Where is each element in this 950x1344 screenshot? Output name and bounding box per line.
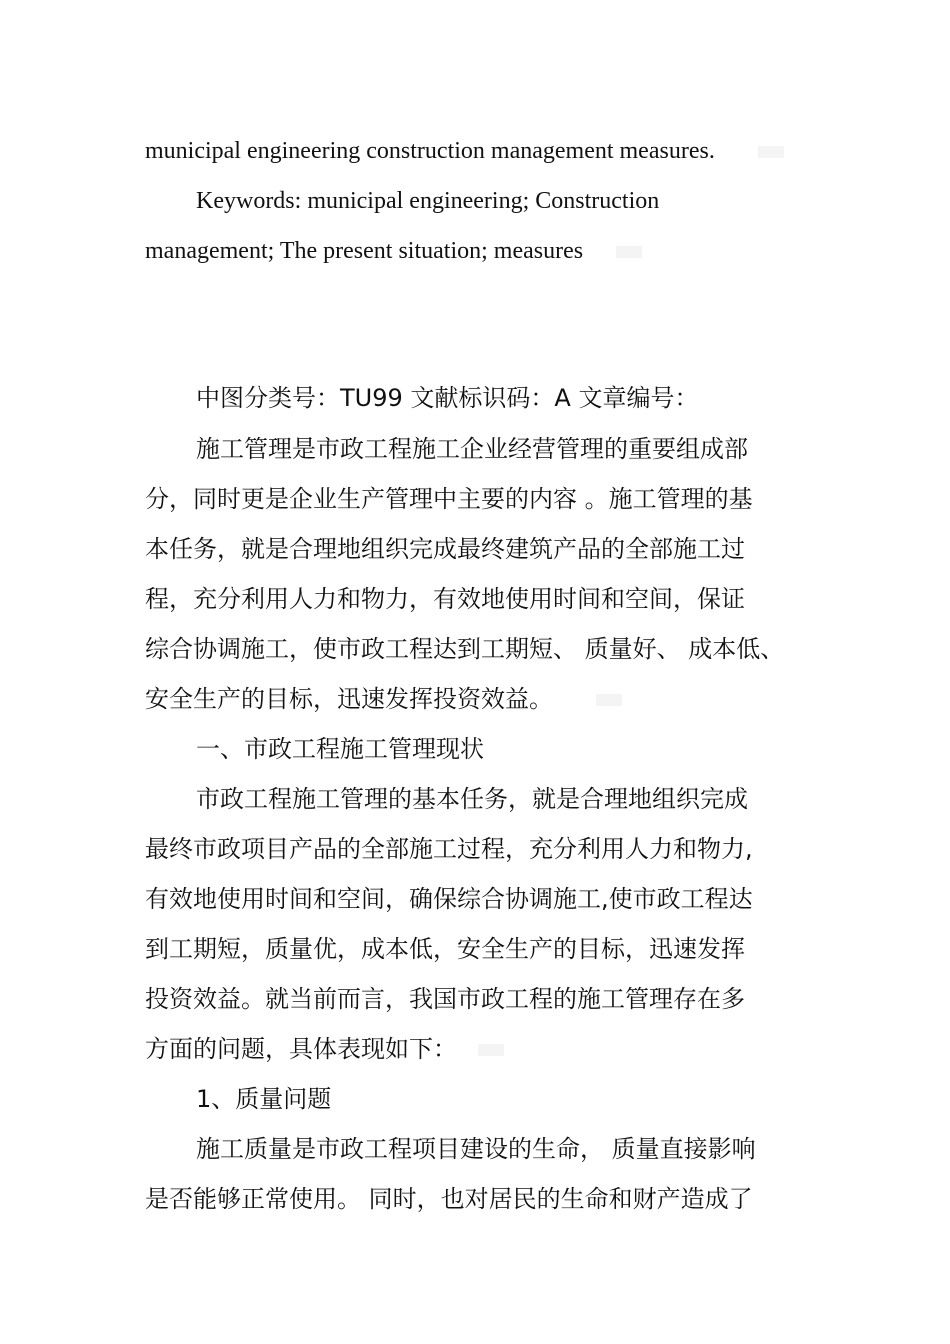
paragraph-line: 最终市政项目产品的全部施工过程，充分利用人力和物力, bbox=[145, 835, 753, 863]
paragraph-line: 分，同时更是企业生产管理中主要的内容 。施工管理的基 bbox=[145, 485, 753, 513]
abstract-line: municipal engineering construction management measures. bbox=[145, 138, 715, 164]
paragraph-line: 方面的问题，具体表现如下： bbox=[145, 1035, 457, 1063]
faint-mark bbox=[478, 1044, 504, 1056]
classification-line: 中图分类号：TU99 文献标识码：A 文章编号： bbox=[196, 384, 699, 412]
paragraph-line: 投资效益。就当前而言，我国市政工程的施工管理存在多 bbox=[145, 985, 745, 1013]
paragraph-line: 市政工程施工管理的基本任务，就是合理地组织完成 bbox=[196, 785, 748, 813]
paragraph-line: 综合协调施工，使市政工程达到工期短、 质量好、 成本低、 bbox=[145, 635, 785, 663]
paragraph-line: 是否能够正常使用。 同时，也对居民的生命和财产造成了 bbox=[145, 1185, 753, 1213]
keywords-line-1: Keywords: municipal engineering; Construction bbox=[196, 188, 660, 214]
paragraph-line: 施工质量是市政工程项目建设的生命， 质量直接影响 bbox=[196, 1135, 756, 1163]
section-heading: 一、市政工程施工管理现状 bbox=[196, 735, 484, 763]
paragraph-line: 程，充分利用人力和物力，有效地使用时间和空间，保证 bbox=[145, 585, 745, 613]
faint-mark bbox=[758, 146, 784, 158]
paragraph-line: 安全生产的目标，迅速发挥投资效益。 bbox=[145, 685, 553, 713]
faint-mark bbox=[596, 694, 622, 706]
paragraph-line: 本任务，就是合理地组织完成最终建筑产品的全部施工过 bbox=[145, 535, 745, 563]
faint-mark bbox=[616, 246, 642, 258]
paragraph-line: 施工管理是市政工程施工企业经营管理的重要组成部 bbox=[196, 435, 748, 463]
keywords-line-2: management; The present situation; measures bbox=[145, 238, 584, 264]
paragraph-line: 到工期短，质量优，成本低，安全生产的目标，迅速发挥 bbox=[145, 935, 745, 963]
paragraph-line: 有效地使用时间和空间，确保综合协调施工,使市政工程达 bbox=[145, 885, 753, 913]
subsection-heading: 1、质量问题 bbox=[196, 1085, 332, 1113]
